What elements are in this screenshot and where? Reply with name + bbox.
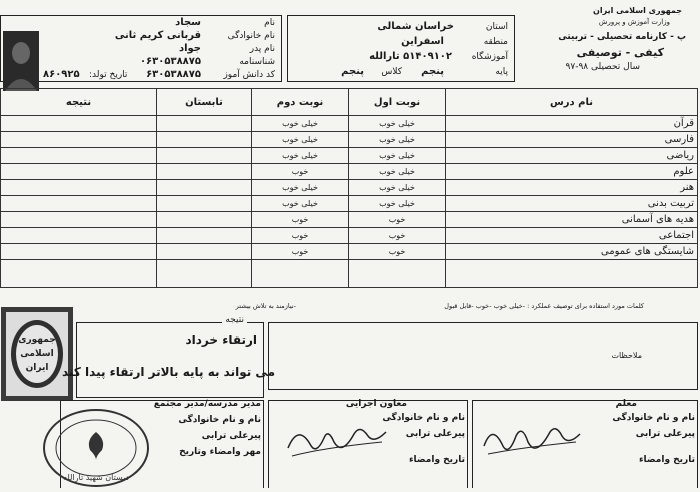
principal-role: مدیر مدرسه/مدیر مجتمع — [153, 399, 261, 409]
id-value: ۰۶۳۰۵۳۸۸۷۵ — [139, 56, 201, 67]
teacher-date-label: تاریخ وامضاء — [638, 455, 695, 465]
result-status: ارتقاء خرداد — [185, 333, 257, 347]
org-line2: وزارت آموزش و پرورش — [598, 18, 670, 26]
family-label: نام خانوادگی — [227, 31, 275, 41]
revenue-stamp — [0, 306, 74, 402]
empty-cell — [446, 260, 698, 288]
header-term1: نوبت اول — [349, 89, 446, 116]
term1-cell: خوب — [349, 244, 446, 260]
summer-cell — [157, 148, 252, 164]
header-term2: نوبت دوم — [252, 89, 349, 116]
term1-cell: خیلی خوب — [349, 196, 446, 212]
teacher-role: معلم — [615, 399, 637, 409]
result-text: می تواند به پایه بالاتر ارتقاء پیدا کند — [62, 365, 275, 379]
student-info-box — [0, 15, 282, 82]
term1-cell: خیلی خوب — [349, 164, 446, 180]
subject-cell: فارسی — [446, 132, 698, 148]
table-row — [1, 196, 698, 212]
summer-cell — [157, 132, 252, 148]
code-value: ۶۳۰۵۳۸۸۷۵ — [146, 69, 201, 80]
term2-cell: خوب — [252, 244, 349, 260]
subject-cell: علوم — [446, 164, 698, 180]
notes-label: ملاحظات — [611, 351, 642, 360]
header-summer: تابستان — [157, 89, 252, 116]
subject-cell: ریاضی — [446, 148, 698, 164]
legend-line1: کلمات مورد استفاده برای توصیف عملکرد : -خیلی خوب -خوب -قابل قبول — [444, 302, 644, 310]
principal-name: پیرعلی ترابی — [201, 431, 261, 441]
province-label: استان — [485, 22, 508, 32]
name-value: سجاد — [175, 17, 201, 28]
name-label: نام — [264, 18, 275, 28]
summer-cell — [157, 180, 252, 196]
summer-cell — [157, 164, 252, 180]
term1-cell: خوب — [349, 228, 446, 244]
subject-cell: تربیت بدنی — [446, 196, 698, 212]
region-value: اسفراین — [401, 36, 444, 47]
student-photo — [3, 31, 39, 91]
form-title2: کیفی - توصیفی — [576, 46, 664, 59]
term2-cell: خیلی خوب — [252, 116, 349, 132]
table-row — [1, 148, 698, 164]
principal-name-label: نام و نام خانوادگی — [178, 415, 261, 425]
grade-label: پایه — [495, 67, 508, 77]
term1-cell: خیلی خوب — [349, 116, 446, 132]
principal-date-label: مهر وامضاء وتاریخ — [179, 447, 261, 457]
empty-cell — [1, 260, 157, 288]
term2-cell: خیلی خوب — [252, 148, 349, 164]
summer-cell — [157, 244, 252, 260]
school-value: ۵۱۴۰۹۱۰۲ تارالله — [369, 51, 452, 62]
term2-cell: خوب — [252, 212, 349, 228]
father-value: جواد — [178, 43, 201, 54]
result-label: نتیجه — [222, 315, 247, 325]
deputy-date-label: تاریخ وامضاء — [408, 455, 465, 465]
term1-cell: خیلی خوب — [349, 180, 446, 196]
stamp-line2: اسلامی — [20, 349, 54, 359]
summer-cell — [157, 212, 252, 228]
subject-cell: هدیه های آسمانی — [446, 212, 698, 228]
result-cell — [1, 196, 157, 212]
father-label: نام پدر — [249, 44, 275, 54]
table-row — [1, 212, 698, 228]
header-result: نتیجه — [1, 89, 157, 116]
deputy-name-label: نام و نام خانوادگی — [382, 413, 465, 423]
empty-cell — [349, 260, 446, 288]
summer-cell — [157, 196, 252, 212]
grade-value: پنجم — [421, 66, 444, 77]
region-label: منطقه — [483, 37, 508, 47]
table-row — [1, 228, 698, 244]
table-row — [1, 180, 698, 196]
school-info-box — [287, 15, 515, 82]
id-label: شناسنامه — [239, 57, 275, 67]
family-value: قربانی کریم ثانی — [114, 30, 201, 41]
table-row — [1, 260, 698, 288]
summer-cell — [157, 116, 252, 132]
result-cell — [1, 180, 157, 196]
birth-label: تاریخ تولد: — [89, 70, 128, 80]
deputy-signature — [284, 418, 394, 472]
class-value: پنجم — [341, 66, 364, 77]
term1-cell: خوب — [349, 212, 446, 228]
result-cell — [1, 116, 157, 132]
term2-cell: خوب — [252, 164, 349, 180]
result-cell — [1, 132, 157, 148]
term2-cell: خوب — [252, 228, 349, 244]
result-cell — [1, 148, 157, 164]
stamp-line1: جمهوری — [18, 335, 56, 345]
table-row — [1, 116, 698, 132]
academic-year: سال تحصیلی ۹۸-۹۷ — [565, 62, 640, 72]
table-row — [1, 164, 698, 180]
class-label: کلاس — [381, 67, 402, 77]
school-seal — [40, 404, 152, 488]
term2-cell: خیلی خوب — [252, 132, 349, 148]
term1-cell: خیلی خوب — [349, 132, 446, 148]
term1-cell: خیلی خوب — [349, 148, 446, 164]
result-cell — [1, 212, 157, 228]
code-label: کد دانش آموز — [223, 70, 275, 80]
birth-value: ۸۶۰۹۲۵ — [43, 69, 80, 80]
result-box — [62, 315, 275, 398]
term2-cell: خیلی خوب — [252, 196, 349, 212]
empty-cell — [157, 260, 252, 288]
term2-cell: خیلی خوب — [252, 180, 349, 196]
teacher-name-label: نام و نام خانوادگی — [612, 413, 695, 423]
result-cell — [1, 244, 157, 260]
result-cell — [1, 228, 157, 244]
subject-cell: شایستگی های عمومی — [446, 244, 698, 260]
summer-cell — [157, 228, 252, 244]
empty-cell — [252, 260, 349, 288]
subject-cell: قرآن — [446, 116, 698, 132]
seal-text: دبستان شهید تارالله — [63, 473, 129, 482]
result-cell — [1, 164, 157, 180]
teacher-name: پیرعلی ترابی — [635, 429, 695, 439]
table-header-row — [1, 89, 698, 116]
table-row — [1, 244, 698, 260]
org-line1: جمهوری اسلامی ایران — [593, 6, 682, 15]
subject-cell: هنر — [446, 180, 698, 196]
school-label: آموزشگاه — [471, 52, 508, 62]
header-subject: نام درس — [446, 89, 698, 116]
subject-cell: اجتماعی — [446, 228, 698, 244]
stamp-line3: ایران — [25, 363, 49, 373]
form-title1: پ - کارنامه تحصیلی - تربیتی — [558, 32, 686, 42]
grades-table — [0, 88, 698, 288]
table-row — [1, 132, 698, 148]
deputy-name: پیرعلی ترابی — [405, 429, 465, 439]
province-value: خراسان شمالی — [377, 21, 454, 32]
legend-line2: -نیازمند به تلاش بیشتر — [235, 302, 296, 310]
teacher-signature — [478, 418, 588, 472]
notes-box — [268, 322, 698, 390]
deputy-role: معاون اجرایی — [345, 399, 407, 409]
